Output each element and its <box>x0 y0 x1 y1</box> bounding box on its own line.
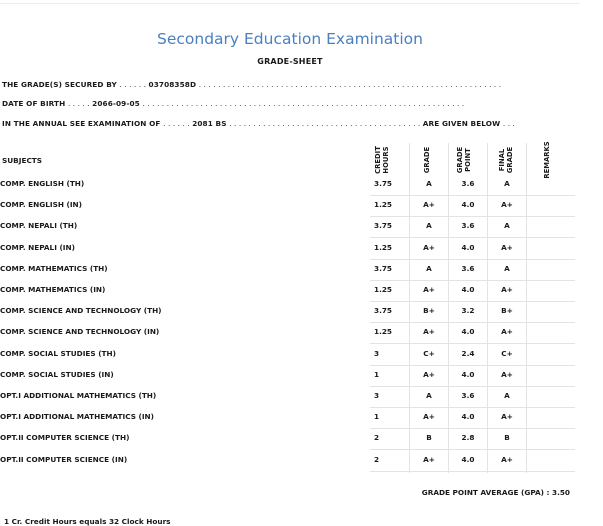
final-grade-cell: A+ <box>501 327 513 337</box>
grade-cell: B+ <box>423 306 435 316</box>
subject-cell: COMP. SCIENCE AND TECHNOLOGY (TH) <box>0 306 162 316</box>
header-gp-line2: POINT <box>464 148 472 172</box>
header-credit-line1: CREDIT <box>374 146 382 174</box>
credit-hours-cell: 1 <box>374 412 380 422</box>
header-final-grade <box>498 142 516 178</box>
final-grade-cell: C+ <box>501 348 513 358</box>
grade-point-cell: 3.2 <box>461 306 475 316</box>
footnote: 1 Cr. Credit Hours equals 32 Clock Hours <box>4 517 171 526</box>
grade-point-cell: 2.4 <box>461 348 475 358</box>
header-subjects: SUBJECTS <box>2 156 43 165</box>
table-row <box>0 175 575 196</box>
header-grade-point <box>456 142 474 178</box>
table-row <box>0 451 575 472</box>
credit-hours-cell: 3.75 <box>374 263 393 273</box>
subject-cell: COMP. NEPALI (IN) <box>0 242 75 252</box>
table-row <box>0 366 575 387</box>
grade-cell: A+ <box>423 369 435 379</box>
grade-cell: C+ <box>423 348 435 358</box>
grade-point-cell: 3.6 <box>461 179 475 188</box>
table-row <box>0 345 575 366</box>
grade-point-cell: 4.0 <box>461 369 475 379</box>
subject-cell: COMP. MATHEMATICS (IN) <box>0 285 106 294</box>
subject-cell: OPT.II COMPUTER SCIENCE (TH) <box>0 433 130 443</box>
grade-point-cell: 3.6 <box>461 263 475 273</box>
grade-point-cell: 3.6 <box>461 391 475 400</box>
final-grade-cell: A+ <box>501 369 513 379</box>
grade-cell: A <box>426 221 432 231</box>
page-title: Secondary Education Examination <box>157 30 423 48</box>
info-dob-value: 2066-09-05 <box>92 99 140 108</box>
info-exam-suffix: ARE GIVEN BELOW <box>422 119 501 128</box>
subject-cell: COMP. SOCIAL STUDIES (TH) <box>0 348 116 358</box>
info-secured-by: THE GRADE(S) SECURED BY . . . . . . 03708358D . . . . . . . . . . . . . . . . . . . . . . . . . . . . . . . . . . . . . . . . . . . . . . . . . . . . . . . . . . . . . . . <box>2 80 502 89</box>
credit-hours-cell: 1 <box>374 369 380 379</box>
subject-cell: OPT.I ADDITIONAL MATHEMATICS (IN) <box>0 412 154 422</box>
grade-cell: A+ <box>423 242 435 252</box>
header-remarks: REMARKS <box>543 141 551 179</box>
credit-hours-cell: 1.25 <box>374 242 393 252</box>
info-dob-label: DATE OF BIRTH <box>2 99 66 108</box>
grade-cell: A <box>426 263 432 273</box>
info-secured-by-value: 03708358D <box>148 80 197 89</box>
final-grade-cell: A+ <box>501 412 513 422</box>
grade-point-cell: 4.0 <box>461 285 475 294</box>
row-rule <box>370 471 575 472</box>
table-row <box>0 387 575 408</box>
grade-cell: A+ <box>423 412 435 422</box>
credit-hours-cell: 3 <box>374 391 380 400</box>
final-grade-cell: A <box>504 263 510 273</box>
table-row <box>0 217 575 238</box>
grade-cell: A+ <box>423 285 435 294</box>
grade-cell: A+ <box>423 200 435 210</box>
grade-cell: A+ <box>423 454 435 464</box>
table-row <box>0 239 575 260</box>
final-grade-cell: A+ <box>501 454 513 464</box>
table-row <box>0 260 575 281</box>
credit-hours-cell: 1.25 <box>374 327 393 337</box>
credit-hours-cell: 2 <box>374 433 380 443</box>
header-credit-line2: HOURS <box>382 146 390 174</box>
final-grade-cell: B+ <box>501 306 513 316</box>
header-final-line1: FINAL <box>498 148 506 172</box>
credit-hours-cell: 1.25 <box>374 200 393 210</box>
subject-cell: COMP. MATHEMATICS (TH) <box>0 263 108 273</box>
final-grade-cell: A+ <box>501 285 513 294</box>
header-final-line2: GRADE <box>506 146 514 174</box>
table-row <box>0 408 575 429</box>
top-border <box>0 3 580 4</box>
subject-cell: COMP. ENGLISH (TH) <box>0 179 85 188</box>
table-row <box>0 196 575 217</box>
info-exam: IN THE ANNUAL SEE EXAMINATION OF . . . . . . 2081 BS . . . . . . . . . . . . . . . . . . . . . . . . . . . . . . . . . . . . . . . . ARE GIVEN BELOW . . . <box>2 119 515 128</box>
page-margin <box>580 0 603 523</box>
subject-cell: OPT.I ADDITIONAL MATHEMATICS (TH) <box>0 391 157 400</box>
subject-cell: COMP. ENGLISH (IN) <box>0 200 82 210</box>
table-row <box>0 429 575 450</box>
grade-cell: B <box>426 433 432 443</box>
credit-hours-cell: 2 <box>374 454 380 464</box>
subject-cell: OPT.II COMPUTER SCIENCE (IN) <box>0 454 128 464</box>
subject-cell: COMP. NEPALI (TH) <box>0 221 78 231</box>
credit-hours-cell: 1.25 <box>374 285 393 294</box>
grade-point-cell: 4.0 <box>461 242 475 252</box>
subject-cell: COMP. SCIENCE AND TECHNOLOGY (IN) <box>0 327 160 337</box>
grade-point-cell: 4.0 <box>461 200 475 210</box>
grade-point-cell: 2.8 <box>461 433 475 443</box>
final-grade-cell: A+ <box>501 242 513 252</box>
table-row <box>0 302 575 323</box>
header-grade: GRADE <box>423 146 431 174</box>
credit-hours-cell: 3.75 <box>374 179 393 188</box>
grade-cell: A <box>426 391 432 400</box>
credit-hours-cell: 3.75 <box>374 221 393 231</box>
credit-hours-cell: 3.75 <box>374 306 393 316</box>
info-dob: DATE OF BIRTH . . . . . 2066-09-05 . . . . . . . . . . . . . . . . . . . . . . . . . . . . . . . . . . . . . . . . . . . . . . . . . . . . . . . . . . . . . . . . . . . <box>2 99 465 108</box>
grade-point-cell: 4.0 <box>461 454 475 464</box>
subject-cell: COMP. SOCIAL STUDIES (IN) <box>0 369 114 379</box>
final-grade-cell: A <box>504 221 510 231</box>
grade-point-cell: 3.6 <box>461 221 475 231</box>
credit-hours-cell: 3 <box>374 348 380 358</box>
grade-cell: A <box>426 179 432 188</box>
grade-point-cell: 4.0 <box>461 412 475 422</box>
grade-cell: A+ <box>423 327 435 337</box>
header-credit-hours <box>374 142 392 178</box>
info-exam-value: 2081 BS <box>192 119 227 128</box>
gpa-summary: GRADE POINT AVERAGE (GPA) : 3.50 <box>421 488 570 497</box>
final-grade-cell: A <box>504 179 510 188</box>
table-row <box>0 323 575 344</box>
final-grade-cell: A+ <box>501 200 513 210</box>
table-row <box>0 281 575 302</box>
info-exam-label: IN THE ANNUAL SEE EXAMINATION OF <box>2 119 161 128</box>
final-grade-cell: B <box>504 433 510 443</box>
header-gp-line1: GRADE <box>456 146 464 174</box>
final-grade-cell: A <box>504 391 510 400</box>
info-secured-by-label: THE GRADE(S) SECURED BY <box>2 80 117 89</box>
page-subtitle: GRADE-SHEET <box>257 57 323 66</box>
grade-point-cell: 4.0 <box>461 327 475 337</box>
